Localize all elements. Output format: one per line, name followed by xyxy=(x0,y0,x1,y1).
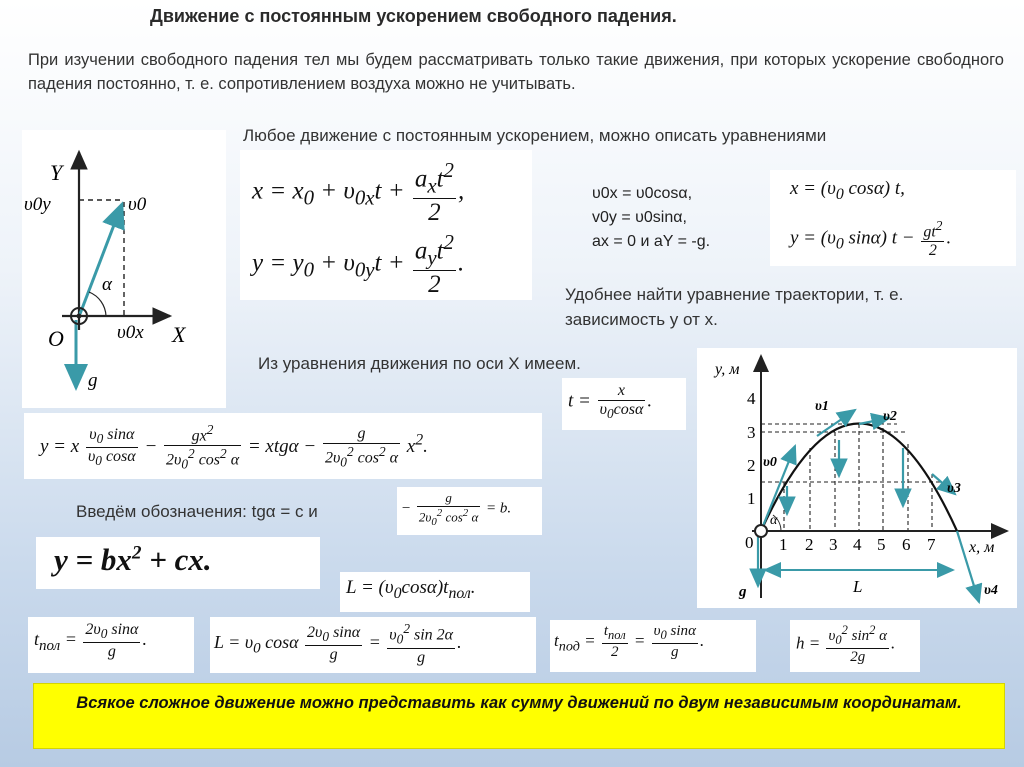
x-tick-4: 4 xyxy=(853,535,862,554)
x-axis-label: X xyxy=(172,322,186,347)
x-axis-title: x, м xyxy=(969,539,995,556)
simplified-equations xyxy=(770,170,1016,266)
summary-banner: Всякое сложное движение можно представить как сумму движений по двум независимым координатам. xyxy=(33,683,1005,749)
trajectory-equation-expanded: y = x $\frac{\upsilon_0 \sin\alpha}{\upsilon_0 \cos\alpha}$ − $\frac{gx^2}{2\upsilon_0^2 \cos^2 \alpha}$ = xtgα − $\frac{g}{2\upsilon_0^2 \cos^2 \alpha}$ $x^2$. xyxy=(24,413,542,479)
v0y-label: υ0y xyxy=(24,194,51,215)
v0x-component: υ0x = υ0cosα, xyxy=(592,185,693,202)
acceleration-components: ax = 0 и aY = -g. xyxy=(592,233,711,250)
trajectory-equation: $y = bx^2$ + cx. xyxy=(36,537,320,589)
x-tick-1: 1 xyxy=(779,535,788,554)
v4-label: υ4 xyxy=(984,583,998,598)
g-label: g xyxy=(88,370,98,391)
v0y-component: v0y = υ0sinα, xyxy=(592,209,687,226)
velocity-components xyxy=(592,182,710,254)
page-title: Движение с постоянным ускорением свободного падения. xyxy=(150,6,677,26)
x-tick-7: 7 xyxy=(927,535,936,554)
y-simplified: $y = (\upsilon_0$ sinα) t − $\frac{gt^2}{2}$ . xyxy=(790,218,952,260)
v1-label: υ1 xyxy=(815,399,829,414)
x-tick-6: 6 xyxy=(902,535,911,554)
x-tick-3: 3 xyxy=(829,535,838,554)
range-formula: $L = \upsilon_0$ cosα $\frac{2\upsilon_0 \sin\alpha}{g}$ = $\frac{\upsilon_0^2 \sin 2\alpha}{g}$ . xyxy=(210,617,536,673)
v2-label: υ2 xyxy=(883,409,897,424)
x-tick-2: 2 xyxy=(805,535,814,554)
uniform-motion-text: Любое движение с постоянным ускорением, можно описать уравнениями xyxy=(243,126,827,145)
v0x-label: υ0x xyxy=(117,322,144,343)
origin-label: O xyxy=(48,326,64,351)
alpha-label: α xyxy=(770,513,778,528)
alpha-label: α xyxy=(102,274,112,295)
x-tick-0: 0 xyxy=(745,533,754,552)
y-axis-title: y, м xyxy=(715,361,740,378)
flight-time-formula: $t_{пол}$ = $\frac{2\upsilon_0 \sin\alpha}{g}$ . xyxy=(28,617,194,673)
y-tick-1: 1 xyxy=(747,489,756,508)
y-tick-4: 4 xyxy=(747,389,756,408)
intro-paragraph: При изучении свободного падения тел мы будем рассматривать только такие движения, при которых ускорение свободного падения постоянно, т. е. сопротивлением воздуха можно не учитывать. xyxy=(28,51,1004,93)
x-simplified: $x = (\upsilon_0$ cosα) t, xyxy=(790,178,905,203)
rise-time-formula: $t_{под}$ = $\frac{t_{пол}}{2}$ = $\frac{\upsilon_0 \sin\alpha}{g}$ . xyxy=(550,620,756,672)
g-label: g xyxy=(739,584,747,600)
v0-label: υ0 xyxy=(763,455,777,470)
y-axis-label: Y xyxy=(50,160,63,185)
v0-label: υ0 xyxy=(128,194,147,215)
notation-text: Введём обозначения: tgα = c и xyxy=(76,502,318,521)
x-tick-5: 5 xyxy=(877,535,886,554)
L-label: L xyxy=(853,577,863,596)
time-equation: t = $\frac{x}{\upsilon_0\cos\alpha}$ . xyxy=(562,378,686,430)
motion-equations xyxy=(240,150,532,300)
b-definition: − $\frac{g}{2\upsilon_0^2 \cos^2 \alpha}$ = b. xyxy=(397,487,542,535)
height-formula: h = $\frac{\upsilon_0^2 \sin^2 \alpha}{2g}$ . xyxy=(790,620,920,672)
range-equation: $L = (\upsilon_0\cos\alpha)t_{пол}$. xyxy=(340,572,530,612)
trajectory-text: Удобнее найти уравнение траектории, т. е. зависимость y от x. xyxy=(565,285,904,329)
y-equation: $y = y_0 + \upsilon_{0y}t$ + $\frac{a_yt^2}{2}$ . xyxy=(252,230,465,299)
trajectory-diagram xyxy=(697,348,1017,608)
from-x-text: Из уравнения движения по оси X имеем. xyxy=(258,354,581,373)
x-equation: $x = x_0 + \upsilon_{0x}t$ + $\frac{a_xt^2}{2}$ , xyxy=(252,158,465,227)
y-tick-3: 3 xyxy=(747,423,756,442)
v3-label: υ3 xyxy=(947,481,961,496)
vector-diagram xyxy=(22,130,226,408)
y-tick-2: 2 xyxy=(747,456,756,475)
